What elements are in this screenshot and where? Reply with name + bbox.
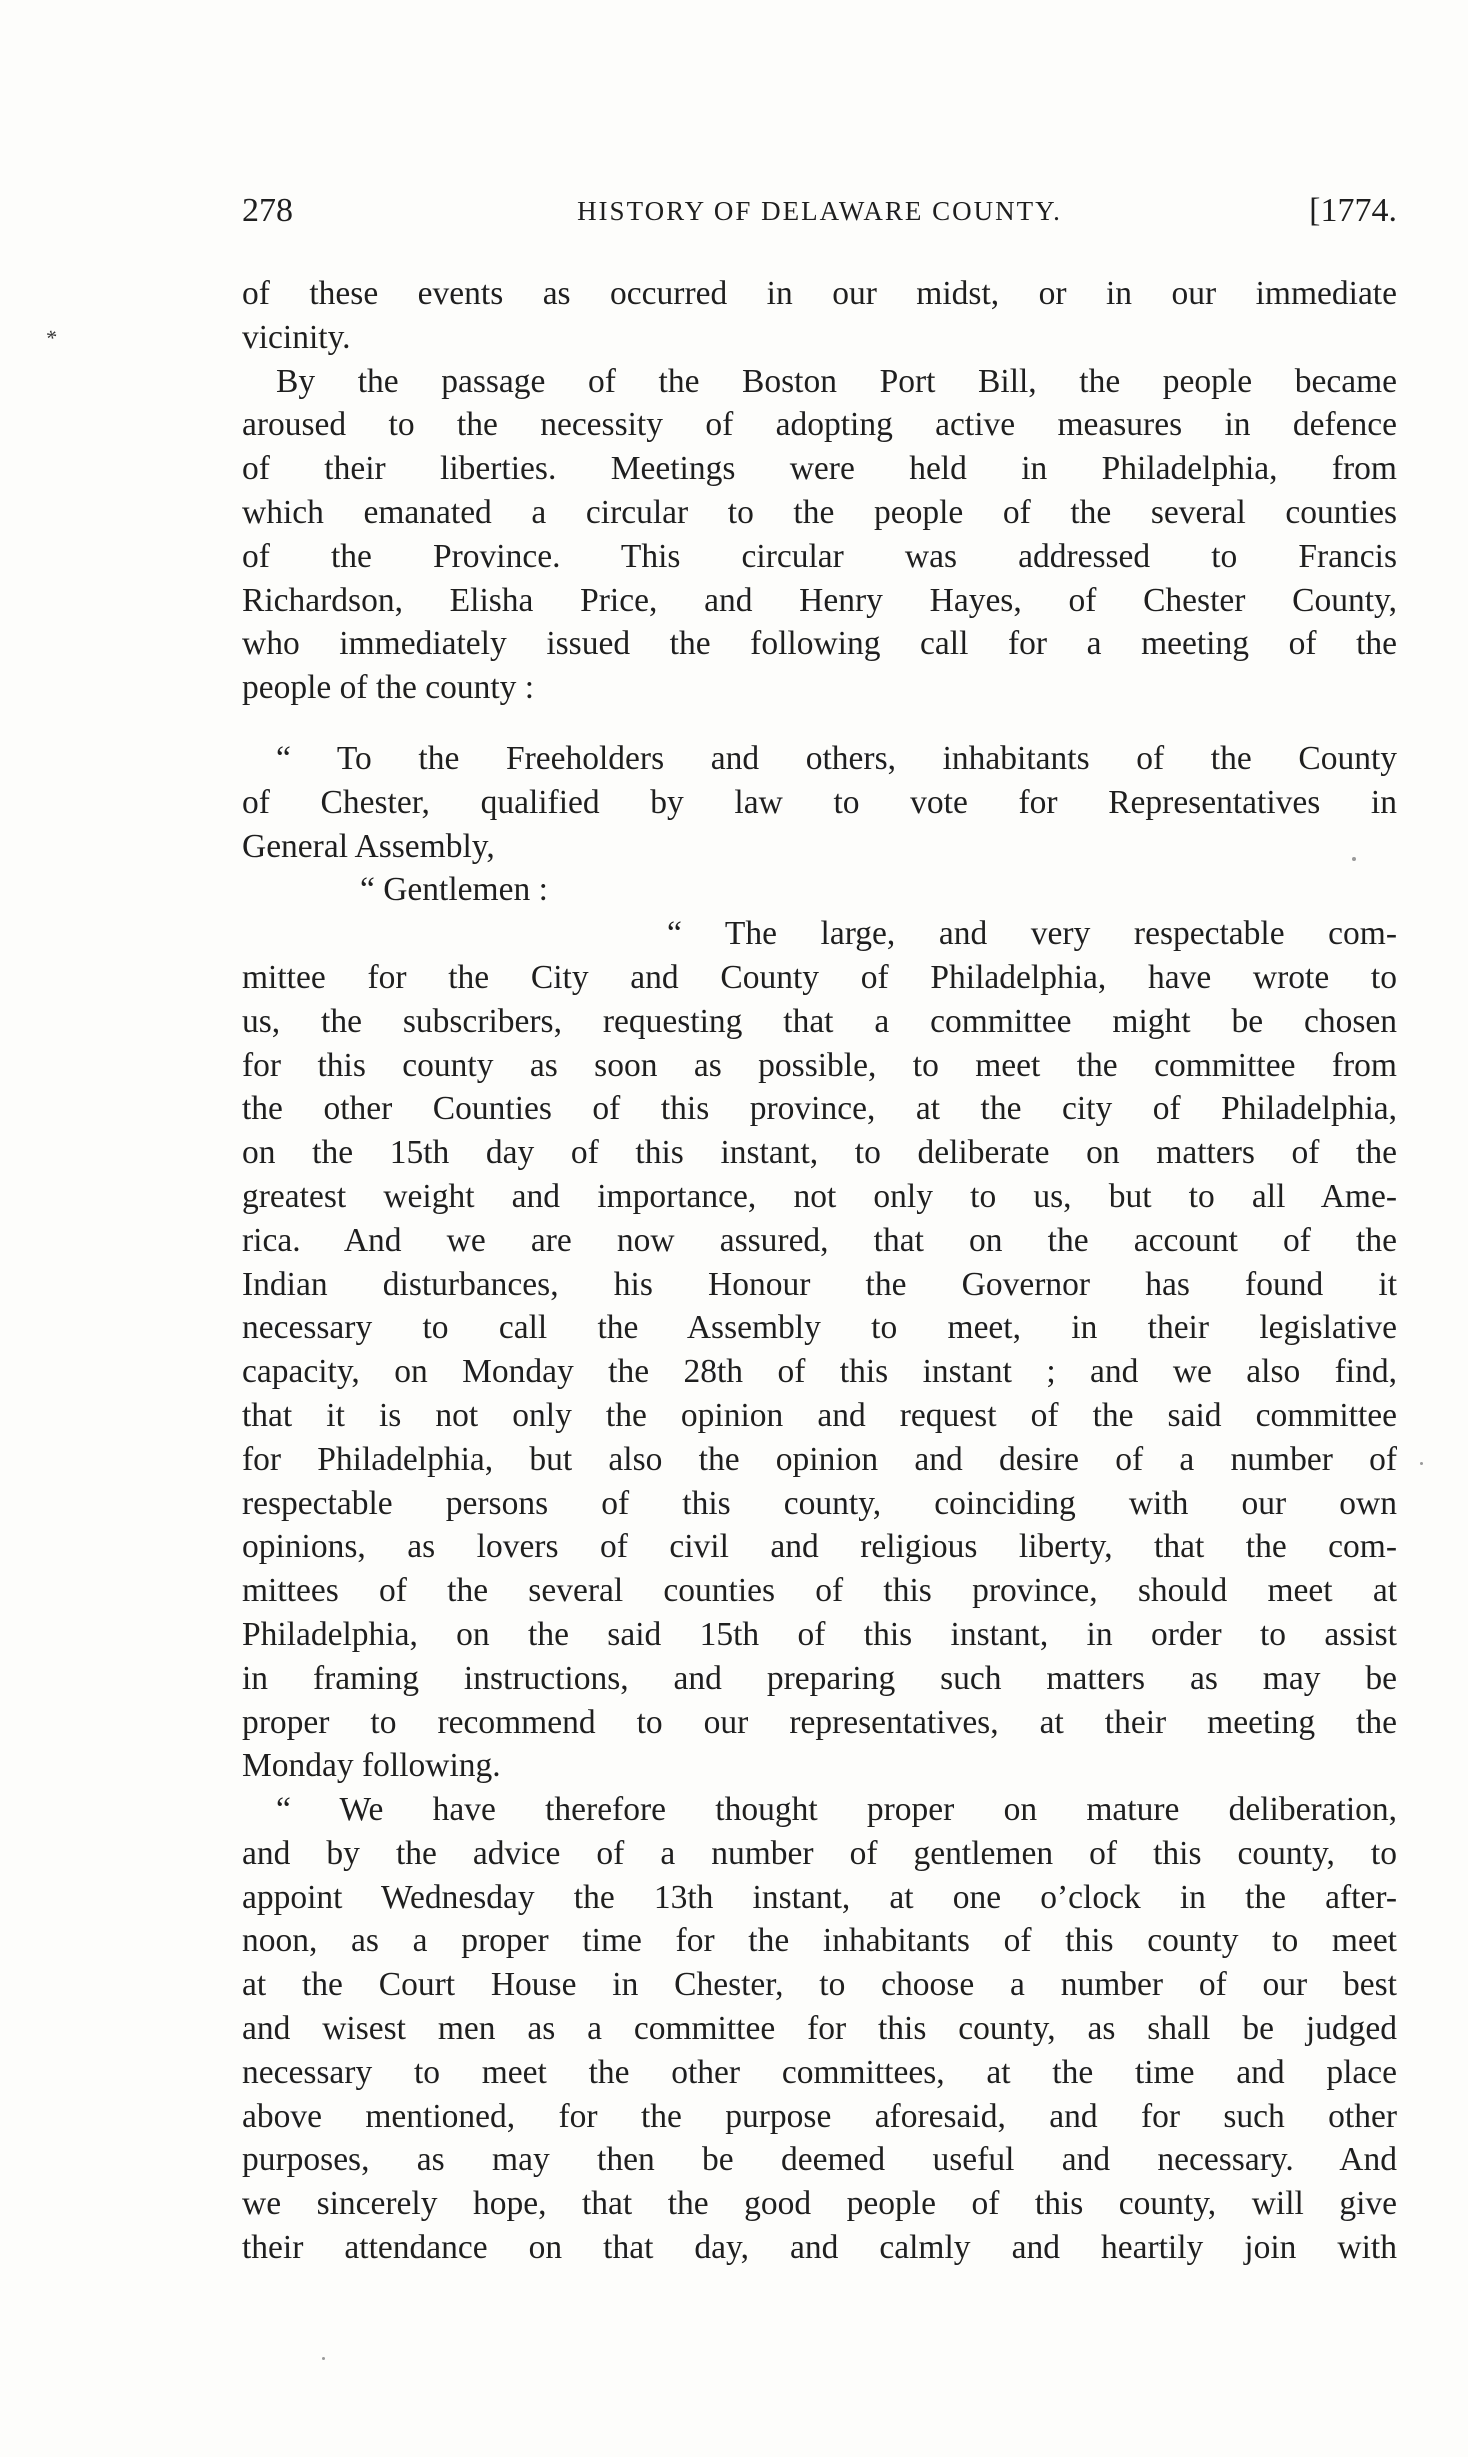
text-line: of their liberties. Meetings were held in Philadelphia, from [242,450,1397,488]
paragraph-gap [242,710,1397,737]
text-line: noon, as a proper time for the inhabitants of this county to meet [242,1922,1397,1960]
text-line: aroused to the necessity of adopting active measures in defence [242,406,1397,444]
text-line: and by the advice of a number of gentlemen of this county, to [242,1834,1397,1872]
text-line: “ Gentlemen : [360,871,548,909]
text-line: who immediately issued the following call for a meeting of the [242,625,1397,663]
text-line: for this county as soon as possible, to meet the committee from [242,1046,1397,1084]
text-line: in framing instructions, and preparing such matters as may be [242,1659,1397,1697]
text-line: for Philadelphia, but also the opinion and desire of a number of [242,1440,1397,1478]
text-line: above mentioned, for the purpose aforesaid, and for such other [242,2097,1397,2135]
text-line: Philadelphia, on the said 15th of this instant, in order to assist [242,1615,1397,1653]
text-line: “ The large, and very respectable com- [667,915,1397,953]
text-line: us, the subscribers, requesting that a committee might be chosen [242,1002,1397,1040]
text-line: opinions, as lovers of civil and religious liberty, that the com- [242,1528,1397,1566]
text-line: greatest weight and importance, not only to us, but to all Ame- [242,1177,1397,1215]
text-line: necessary to meet the other committees, at the time and place [242,2053,1397,2091]
text-line: on the 15th day of this instant, to deliberate on matters of the [242,1134,1397,1172]
running-title: HISTORY OF DELAWARE COUNTY. [577,196,1062,226]
text-line: “ To the Freeholders and others, inhabitants of the County [276,739,1397,777]
paper-speck [1420,1462,1423,1465]
text-line: appoint Wednesday the 13th instant, at one o’clock in the after- [242,1878,1397,1916]
text-line: that it is not only the opinion and request of the said committee [242,1396,1397,1434]
paper-speck [322,2357,325,2360]
text-line: of Chester, qualified by law to vote for Representatives in [242,783,1397,821]
text-line: “ We have therefore thought proper on mature deliberation, [276,1791,1397,1829]
text-line: proper to recommend to our representatives, at their meeting the [242,1703,1397,1741]
text-line: of the Province. This circular was addressed to Francis [242,537,1397,575]
text-line: Indian disturbances, his Honour the Governor has found it [242,1265,1397,1303]
text-line: which emanated a circular to the people of the several counties [242,493,1397,531]
text-line: mittee for the City and County of Philadelphia, have wrote to [242,958,1397,996]
text-line: mittees of the several counties of this province, should meet at [242,1572,1397,1610]
text-line: purposes, as may then be deemed useful and necessary. And [242,2141,1397,2179]
text-line: Richardson, Elisha Price, and Henry Hayes, of Chester County, [242,581,1397,619]
text-line: By the passage of the Boston Port Bill, the people became [276,362,1397,400]
page-number: 278 [242,192,293,229]
text-line: General Assembly, [242,827,495,865]
text-line: people of the county : [242,669,535,707]
margin-mark: * [43,324,61,352]
text-line: respectable persons of this county, coinciding with our own [242,1484,1397,1522]
text-line: rica. And we are now assured, that on the account of the [242,1221,1397,1259]
text-line: vicinity. [242,318,351,356]
text-line: Monday following. [242,1747,501,1785]
text-line: we sincerely hope, that the good people of this county, will give [242,2185,1397,2223]
paper-speck [1352,857,1356,861]
body-text [242,272,1397,2270]
text-line: capacity, on Monday the 28th of this instant ; and we also find, [242,1353,1397,1391]
text-line: necessary to call the Assembly to meet, in their legislative [242,1309,1397,1347]
year-marker: [1774. [1309,192,1397,229]
text-line: and wisest men as a committee for this county, as shall be judged [242,2010,1397,2048]
text-line: the other Counties of this province, at the city of Philadelphia, [242,1090,1397,1128]
text-line: their attendance on that day, and calmly and heartily join with [242,2229,1397,2267]
text-line: of these events as occurred in our midst, or in our immediate [242,275,1397,312]
running-head [242,186,1397,236]
text-line: at the Court House in Chester, to choose a number of our best [242,1966,1397,2004]
